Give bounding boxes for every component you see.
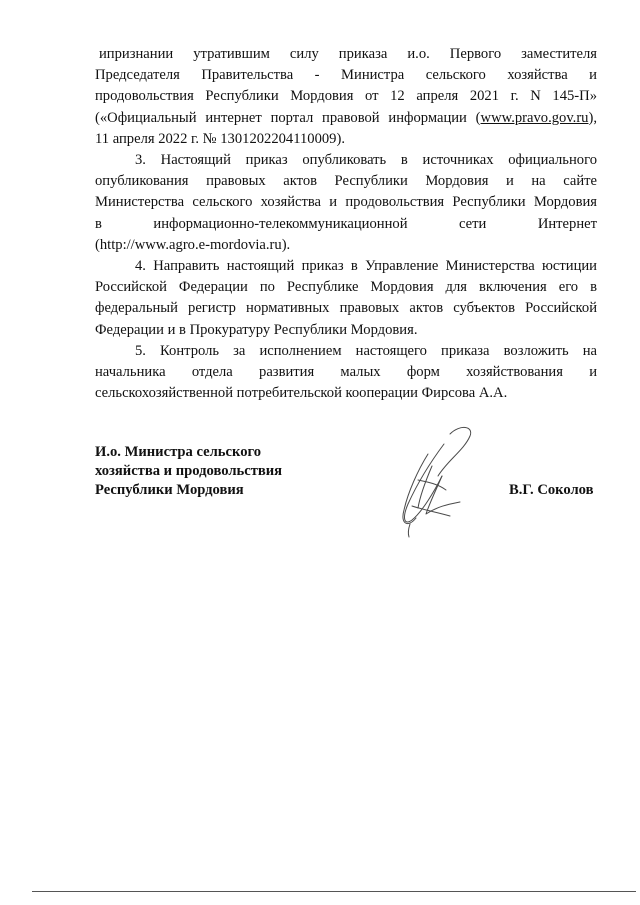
paragraph-recognize-invalid	[95, 44, 597, 150]
text-line: 11 апреля 2022 г. № 1301202204110009).	[95, 130, 345, 147]
text-line: ипризнании утратившим силу приказа и.о. Первого заместителя	[99, 46, 597, 62]
paragraph-item-5	[95, 341, 597, 405]
text-line: 3. Настоящий приказ опубликовать в источниках официального	[135, 152, 597, 169]
signatory-position	[95, 443, 282, 500]
signatory-position-line: Республики Мордовия	[95, 482, 244, 498]
text-line: опубликования правовых актов Республики Мордовия и на сайте	[95, 173, 597, 190]
text-line: начальника отдела развития малых форм хозяйствования и	[95, 364, 597, 381]
text-fragment: ),	[588, 109, 597, 126]
text-line: Министерства сельского хозяйства и продовольствия Республики Мордовия	[95, 194, 597, 211]
signatory-position-line: И.о. Министра сельского	[95, 444, 262, 460]
text-line: федеральный регистр нормативных правовых актов субъектов Российской	[95, 300, 597, 317]
text-line: Председателя Правительства - Министра сельского хозяйства и	[95, 67, 597, 84]
agro-site-url: (http://www.agro.e-mordovia.ru).	[95, 236, 291, 253]
text-line: Федерации и в Прокуратуру Республики Мордовия.	[95, 321, 418, 338]
text-line: Российской Федерации по Республике Мордовия для включения его в	[95, 279, 597, 296]
handwritten-signature	[388, 420, 480, 538]
text-line: 4. Направить настоящий приказ в Управление Министерства юстиции	[135, 258, 597, 275]
paragraph-item-4	[95, 256, 597, 341]
signatory-position-line: хозяйства и продовольствия	[95, 463, 283, 479]
text-line: в информационно-телекоммуникационной сети Интернет	[95, 215, 597, 232]
text-line: 5. Контроль за исполнением настоящего приказа возложить на	[135, 342, 597, 359]
signatory-name: В.Г. Соколов	[509, 482, 594, 498]
pravo-link[interactable]: www.pravo.gov.ru	[480, 109, 589, 126]
document-body	[95, 44, 597, 404]
text-line: продовольствия Республики Мордовия от 12 апреля 2021 г. N 145-П»	[95, 88, 597, 105]
paragraph-item-3	[95, 150, 597, 256]
text-line	[95, 108, 597, 129]
text-line: сельскохозяйственной потребительской кооперации Фирсова А.А.	[95, 385, 508, 402]
page-bottom-rule	[32, 891, 636, 892]
text-fragment: («Официальный интернет портал правовой информации (	[95, 109, 481, 126]
